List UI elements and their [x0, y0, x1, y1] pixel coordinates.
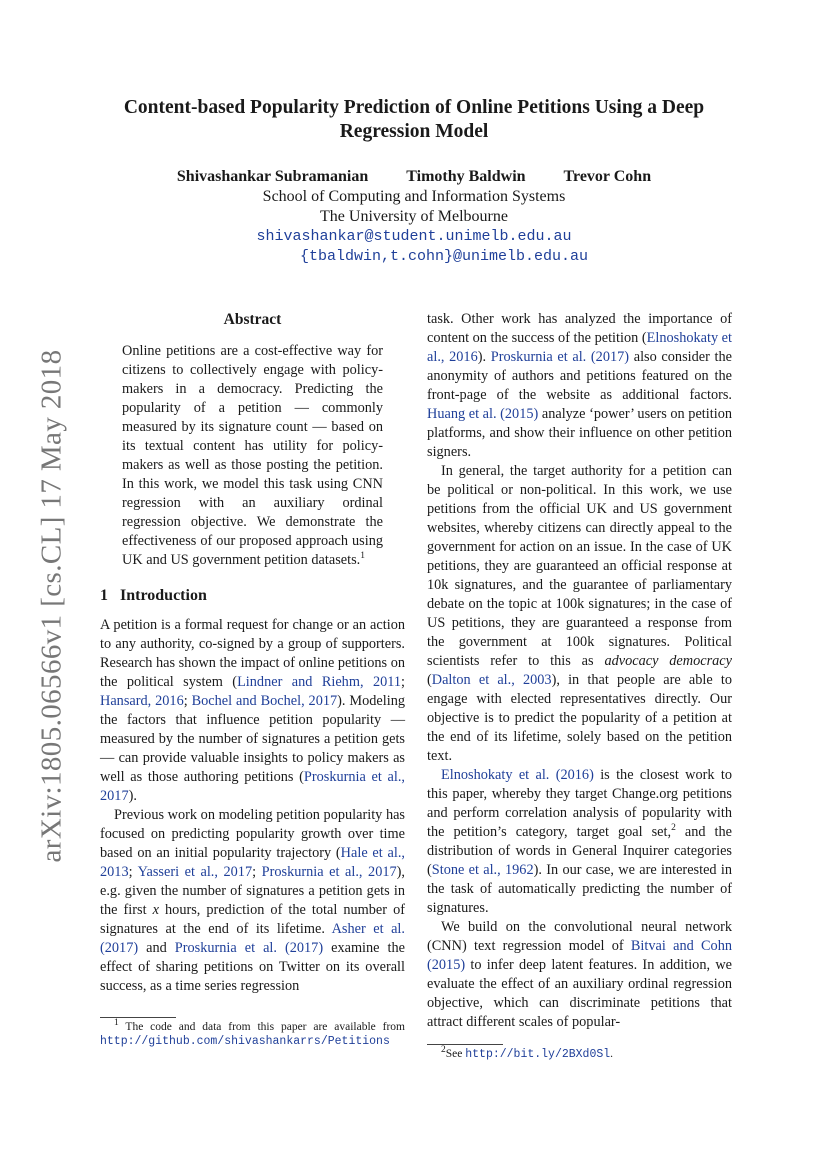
footnote-url-github[interactable]: http://github.com/shivashankarrs/Petitions: [100, 1035, 390, 1048]
citation-huang[interactable]: Huang et al. (2015): [427, 406, 539, 422]
intro-paragraph-1: A petition is a formal request for change or an action to any authority, co-signed by a group of supporters. Research has shown the impact of online petitions on the political system (Lindner and Riehm, 2011; Hansard, 2016; Bochel and Bochel, 2017). Modeling the factors that influence petition popularity — measured by the number of signatures a petition gets — can provide valuable insights to policy makers as well as those authoring petitions (Proskurnia et al., 2017).: [100, 617, 405, 804]
citation-hale[interactable]: Hale et al., 2013: [100, 845, 405, 880]
right-paragraph-4: [427, 918, 732, 1032]
affiliation-school: School of Computing and Information Systems: [262, 188, 566, 205]
text-run: is the closest work to this paper, whereby they target Change.org petitions and perform correlation analysis of popularity with the petition’s category, target goal set,: [427, 767, 732, 840]
author-names: [100, 167, 728, 187]
text-run: ). In our case, we are interested in the task of automatically predicting the number of signatures.: [427, 862, 732, 916]
email-1[interactable]: shivashankar@student.unimelb.edu.au: [256, 228, 572, 245]
right-paragraph-3: [427, 766, 732, 918]
author-block: [100, 167, 728, 266]
citation-bitvai-cohn[interactable]: Bitvai and Cohn (2015): [427, 938, 732, 973]
footnote-1: [100, 1017, 405, 1049]
author-1: Shivashankar Subramanian: [176, 168, 369, 185]
footnote-rule: [427, 1044, 503, 1045]
section-heading-introduction: [100, 586, 405, 606]
text-run: We build on the convolutional neural network (CNN) text regression model of: [427, 919, 732, 954]
section-number: 1: [100, 587, 108, 604]
abstract-text: Online petitions are a cost-effective way for citizens to collectively engage with policy-makers in a democracy. Predicting the popularity of a petition — commonly measured by its signature count — based on its textual content has utility for policy-makers as well as those posting the petition. In this work, we model this task using CNN regression with an auxiliary ordinal regression objective. We demonstrate the effectiveness of our proposed approach using UK and US government petition datasets.: [122, 343, 383, 568]
text-run: In general, the target authority for a petition can be political or non-political. In this work, we use petitions from the official UK and US government websites, whereby citizens can directly appeal to the government for action on an issue. In the case of UK petitions, they are guaranteed an official response at 10k signatures, and the guarantee of parliamentary debate on the topic at 100k signatures; in the case of US petitions, they are guaranteed a response from the government at 100k signatures. Political scientists refer to this as: [427, 463, 732, 669]
affiliation-university: The University of Melbourne: [320, 208, 508, 225]
text-run: task. Other work has analyzed the importance of content on the success of the petition (: [427, 311, 732, 346]
section-title: Introduction: [120, 587, 207, 604]
text-run: ).: [477, 349, 491, 365]
text-run: also consider the anonymity of authors and petitions featured on the front-page of the website as additional factors.: [427, 349, 732, 403]
citation-proskurnia[interactable]: Proskurnia et al. (2017): [490, 349, 630, 365]
right-paragraph-2: [427, 462, 732, 766]
citation-yasseri[interactable]: Yasseri et al., 2017: [137, 864, 253, 880]
math-variable: x: [152, 902, 159, 918]
citation-lindner-riehm[interactable]: Lindner and Riehm, 2011: [237, 674, 402, 690]
left-column: [100, 310, 405, 996]
footnote-marker-1[interactable]: 1: [360, 551, 365, 562]
text-run: See: [445, 1048, 466, 1060]
citation-proskurnia[interactable]: Proskurnia et al., 2017: [100, 769, 405, 804]
footnote-number: 2: [441, 1045, 446, 1056]
intro-paragraph-2: Previous work on modeling petition popularity has focused on predicting popularity growth over time based on an initial popularity trajectory (Hale et al., 2013; Yasseri et al., 2017; Proskurnia et al., 2017), e.g. given the number of signatures a petition gets in the first x hours, prediction of the total number of signatures at the end of its lifetime. Asher et al. (2017) and Proskurnia et al. (2017) examine the effect of sharing petitions on Twitter on its overall success, as a time series regression: [100, 807, 406, 994]
footnote-rule: [100, 1017, 176, 1018]
text-run: .: [610, 1048, 614, 1060]
text-run: analyze ‘power’ users on petition platforms, and show their influence on other petition signers.: [427, 406, 732, 460]
email-2[interactable]: {tbaldwin,t.cohn}@unimelb.edu.au: [299, 247, 589, 265]
text-run: ).: [128, 788, 137, 804]
text-run: ). Modeling the factors that influence petition popularity — measured by the number of signatures a petition gets — can provide valuable insights to policy makers as well as those authoring petitions (: [100, 693, 405, 785]
citation-asher[interactable]: Asher et al. (2017): [100, 921, 405, 956]
text-run: Previous work on modeling petition popularity has focused on predicting popularity growth over time based on an initial popularity trajectory (: [100, 807, 405, 861]
text-run: (: [427, 672, 432, 688]
citation-elnoshokaty[interactable]: Elnoshokaty et al., 2016: [427, 330, 733, 365]
text-run: A petition is a formal request for change or an action to any authority, co-signed by a group of supporters. Research has shown the impact of online petitions on the political system (: [100, 617, 405, 690]
footnote-2-text: [427, 1047, 732, 1062]
footnote-2: [427, 1044, 732, 1062]
text-run: and the distribution of words in General Inquirer categories (: [427, 824, 732, 878]
right-column: [427, 310, 732, 1032]
footnote-1-text: [100, 1020, 405, 1049]
author-3: Trevor Cohn: [563, 168, 652, 185]
text-run: The code and data from this paper are available from: [125, 1021, 406, 1033]
author-2: Timothy Baldwin: [406, 168, 526, 185]
title-line-2: Regression Model: [339, 121, 489, 142]
title-line-1: Content-based Popularity Prediction of Online Petitions Using a Deep: [123, 97, 705, 118]
citation-proskurnia[interactable]: Proskurnia et al., 2017: [261, 864, 397, 880]
paper-title: [100, 96, 728, 144]
text-run: ), e.g. given the number of signatures a petition gets in the first: [100, 864, 405, 918]
abstract-heading: Abstract: [223, 311, 282, 328]
text-run: hours, prediction of the total number of signatures at the end of its lifetime.: [100, 902, 405, 937]
citation-bochel[interactable]: Bochel and Bochel, 2017: [191, 693, 338, 709]
text-run: to infer deep latent features. In addition, we evaluate the effect of an auxiliary ordinal regression objective, which can discriminate petitions that attract different scales of popular-: [427, 957, 732, 1030]
right-paragraph-1: [427, 310, 732, 462]
citation-dalton[interactable]: Dalton et al., 2003: [431, 672, 552, 688]
citation-stone[interactable]: Stone et al., 1962: [431, 862, 534, 878]
text-run: examine the effect of sharing petitions on Twitter on its overall success, as a time series regression: [100, 940, 406, 994]
footnote-url-bitly[interactable]: http://bit.ly/2BXd0Sl: [465, 1048, 611, 1061]
text-run: ), in that people are able to engage with elected representatives directly. Our objective is to predict the popularity of a petition at the end of its lifetime, solely based on the petition text.: [427, 672, 732, 764]
citation-proskurnia[interactable]: Proskurnia et al. (2017): [174, 940, 324, 956]
footnote-marker-2[interactable]: 2: [671, 823, 676, 834]
abstract-body: [122, 342, 383, 570]
citation-hansard[interactable]: Hansard, 2016: [100, 693, 184, 709]
text-run: and: [138, 940, 175, 956]
citation-elnoshokaty[interactable]: Elnoshokaty et al. (2016): [441, 767, 594, 783]
arxiv-identifier-stamp: arXiv:1805.06566v1 [cs.CL] 17 May 2018: [35, 349, 68, 863]
footnote-number: 1: [114, 1018, 119, 1029]
emphasis-term: advocacy democracy: [604, 653, 732, 669]
